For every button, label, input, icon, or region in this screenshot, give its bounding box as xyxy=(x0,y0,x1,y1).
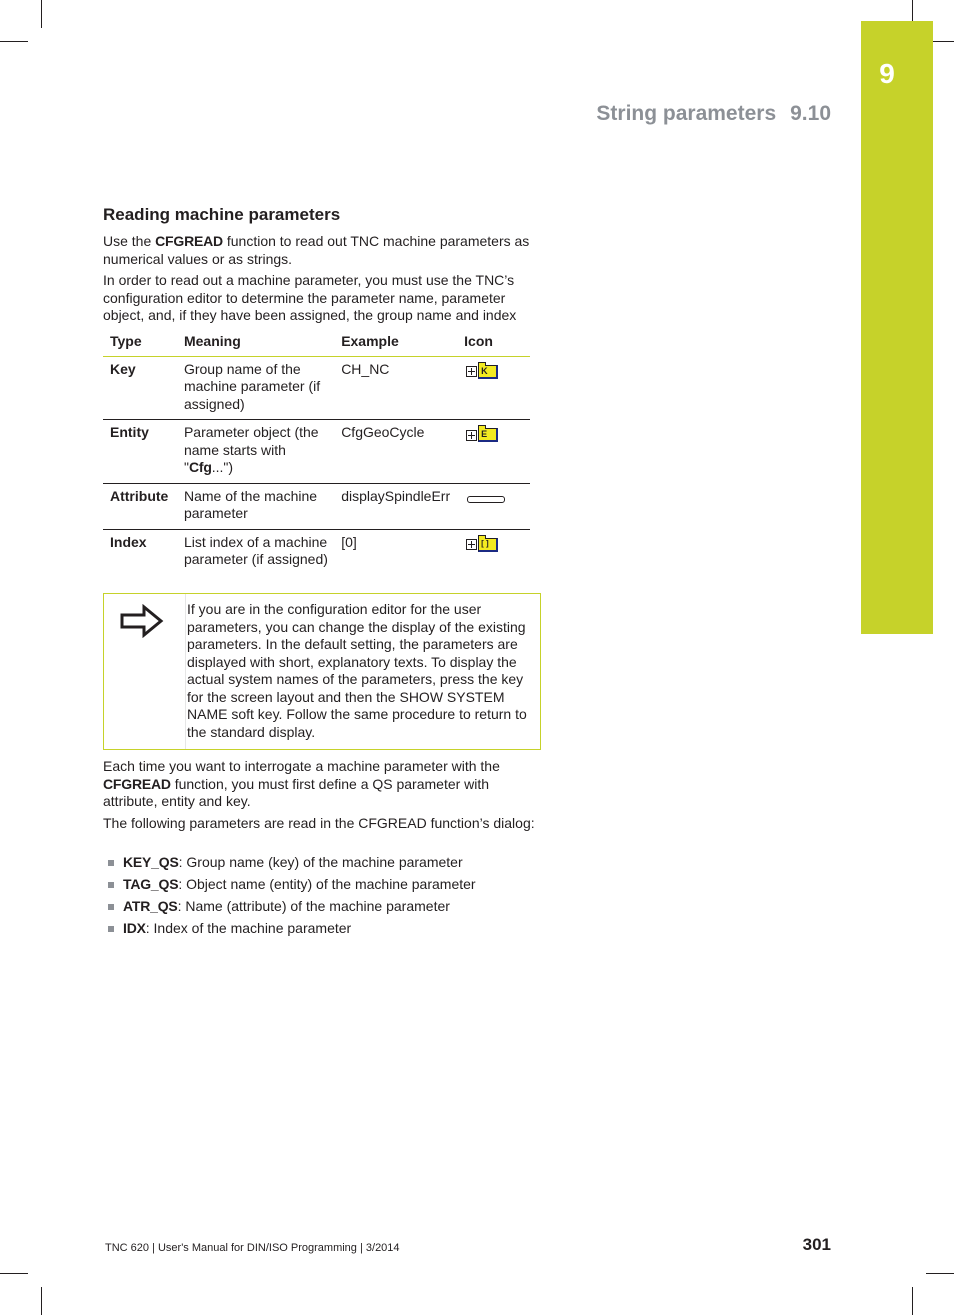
entity-folder-icon: E xyxy=(466,428,524,442)
crop-mark xyxy=(912,1287,913,1315)
parameter-table xyxy=(103,331,530,575)
table-row: Index List index of a machine parameter (if assigned) [0] [ ] xyxy=(103,529,530,575)
table-header-row xyxy=(103,331,530,356)
config-paragraph: In order to read out a machine parameter, you must use the TNC’s configuration editor to determine the parameter name, parameter object, and, if they have been assigned, the group name and index xyxy=(103,272,517,323)
list-item: IDX: Index of the machine parameter xyxy=(103,920,476,938)
crop-mark xyxy=(0,1273,28,1274)
running-head-section: 9.10 xyxy=(790,102,831,125)
dialog-paragraph: The following parameters are read in the CFGREAD function’s dialog: xyxy=(103,815,535,831)
list-item: KEY_QS: Group name (key) of the machine parameter xyxy=(103,854,476,872)
col-example: Example xyxy=(334,331,457,356)
key-folder-icon: K xyxy=(466,365,524,379)
note-divider xyxy=(185,594,186,749)
expand-icon xyxy=(466,539,477,550)
arrow-right-icon xyxy=(120,604,164,638)
intro-paragraph: Use the CFGREAD function to read out TNC machine parameters as numerical values or as strings. xyxy=(103,233,530,267)
cfgread-paragraph: Each time you want to interrogate a machine parameter with the CFGREAD function, you must first define a QS parameter with attribute, entity and key. xyxy=(103,758,500,809)
code-cfgread: CFGREAD xyxy=(103,775,171,792)
attribute-field-icon xyxy=(467,496,505,503)
list-item: ATR_QS: Name (attribute) of the machine parameter xyxy=(103,898,476,916)
table-row: Attribute Name of the machine parameter displaySpindleErr xyxy=(103,483,530,529)
expand-icon xyxy=(466,430,477,441)
col-icon: Icon xyxy=(457,331,530,356)
parameter-list xyxy=(103,854,476,942)
index-folder-icon: [ ] xyxy=(466,538,524,552)
crop-mark xyxy=(41,1287,42,1315)
code-cfgread: CFGREAD xyxy=(155,233,223,249)
note-box xyxy=(103,593,541,750)
table-row: Key Group name of the machine parameter (if assigned) CH_NC K xyxy=(103,356,530,420)
running-head-title: String parameters xyxy=(596,102,777,125)
col-meaning: Meaning xyxy=(177,331,334,356)
running-head xyxy=(596,102,831,126)
chapter-tab xyxy=(861,21,933,634)
col-type: Type xyxy=(103,331,177,356)
crop-mark xyxy=(0,41,28,42)
table-row: Entity Parameter object (the name starts with "Cfg...") CfgGeoCycle E xyxy=(103,420,530,484)
crop-mark xyxy=(41,0,42,28)
note-text: If you are in the configuration editor for the user parameters, you can change the display of the existing parameters. In the default setting, the parameters are displayed with short, explanatory texts. To display the actual system names of the parameters, press the key for the screen layout and then the SHOW SYSTEM NAME soft key. Follow the same procedure to return to the standard display. xyxy=(187,601,527,740)
list-item: TAG_QS: Object name (entity) of the machine parameter xyxy=(103,876,476,894)
expand-icon xyxy=(466,366,477,377)
page-number: 301 xyxy=(802,1235,831,1254)
section-title: Reading machine parameters xyxy=(103,205,341,224)
chapter-number: 9 xyxy=(879,58,895,89)
crop-mark xyxy=(926,1273,954,1274)
footer-text: TNC 620 | User's Manual for DIN/ISO Programming | 3/2014 xyxy=(105,1242,400,1254)
